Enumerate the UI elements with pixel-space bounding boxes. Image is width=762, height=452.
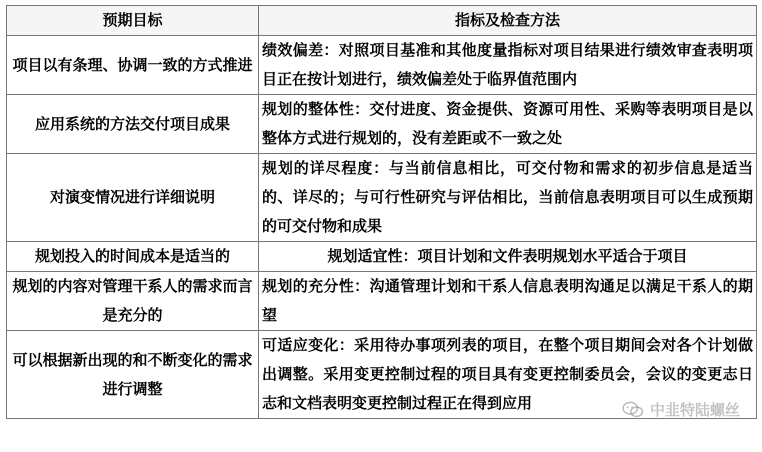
- header-goal: 预期目标: [7, 6, 259, 36]
- method-cell: 规划适宜性：项目计划和文件表明规划水平适合于项目: [259, 242, 757, 272]
- table-header-row: [7, 6, 757, 36]
- goal-cell: 项目以有条理、协调一致的方式推进: [7, 36, 259, 95]
- goal-cell: 规划投入的时间成本是适当的: [7, 242, 259, 272]
- goal-cell: 可以根据新出现的和不断变化的需求进行调整: [7, 331, 259, 419]
- table-row: [7, 154, 757, 242]
- target-metrics-table: [6, 5, 757, 419]
- method-cell: 规划的充分性：沟通管理计划和干系人信息表明沟通足以满足干系人的期望: [259, 272, 757, 331]
- table-row: [7, 331, 757, 419]
- table-row: [7, 36, 757, 95]
- method-cell: 绩效偏差：对照项目基准和其他度量指标对项目结果进行绩效审查表明项目正在按计划进行，绩效偏差处于临界值范围内: [259, 36, 757, 95]
- goal-cell: 应用系统的方法交付项目成果: [7, 95, 259, 154]
- goal-cell: 对演变情况进行详细说明: [7, 154, 259, 242]
- header-method: 指标及检查方法: [259, 6, 757, 36]
- method-cell: 可适应变化：采用待办事项列表的项目，在整个项目期间会对各个计划做出调整。采用变更控制过程的项目具有变更控制委员会，会议的变更志日志和文档表明变更控制过程正在得到应用: [259, 331, 757, 419]
- watermark-text: 中韭特陆螺丝: [649, 401, 740, 419]
- table-row: [7, 95, 757, 154]
- table-row: [7, 242, 757, 272]
- method-cell: 规划的详尽程度：与当前信息相比，可交付物和需求的初步信息是适当的、详尽的；与可行性研究与评估相比，当前信息表明项目可以生成预期的可交付物和成果: [259, 154, 757, 242]
- method-cell: 规划的整体性：交付进度、资金提供、资源可用性、采购等表明项目是以整体方式进行规划的，没有差距或不一致之处: [259, 95, 757, 154]
- goal-cell: 规划的内容对管理干系人的需求而言是充分的: [7, 272, 259, 331]
- table-row: [7, 272, 757, 331]
